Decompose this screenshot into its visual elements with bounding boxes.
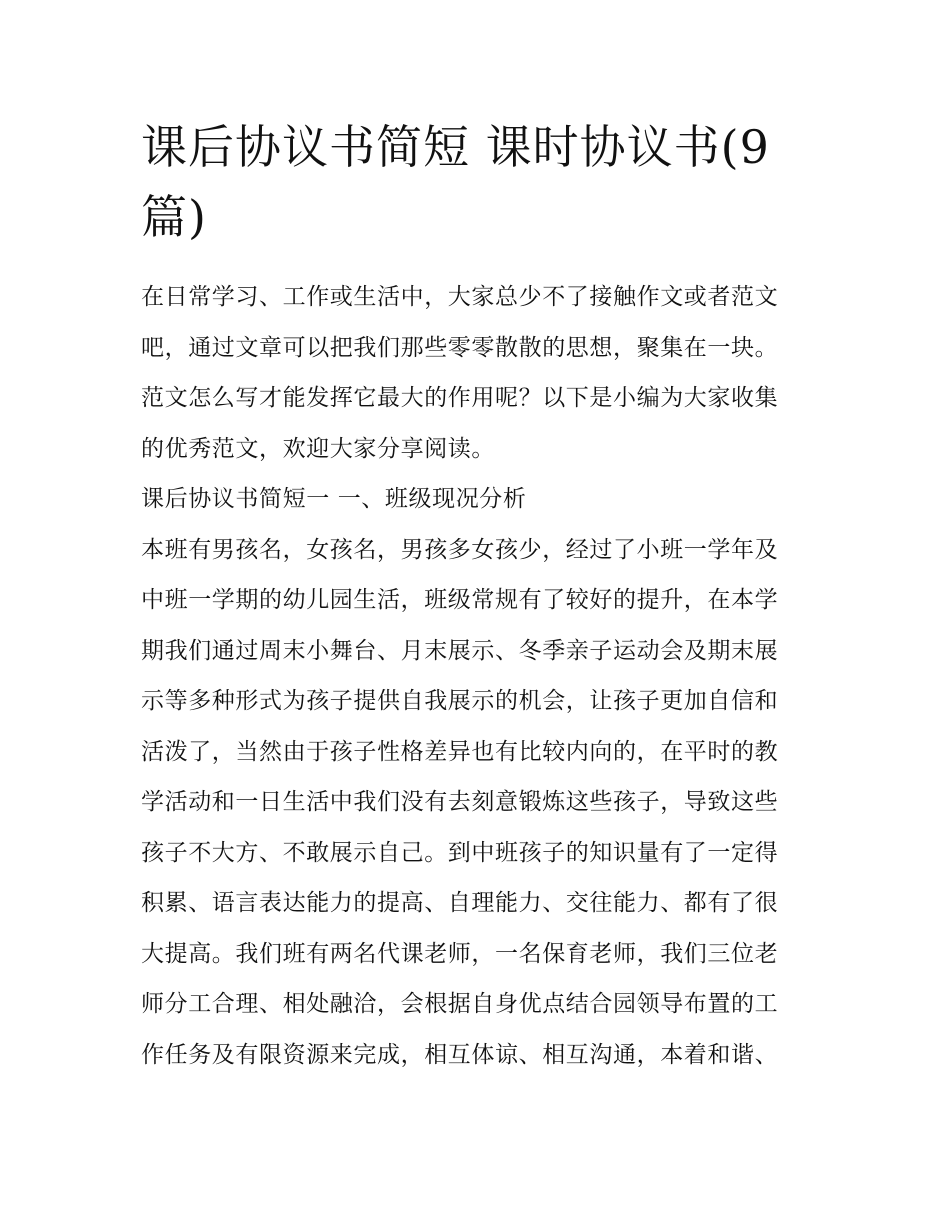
document-body	[141, 272, 813, 1080]
title-line: 篇)	[141, 190, 207, 244]
body-line: 积累、语言表达能力的提高、自理能力、交往能力、都有了很	[141, 890, 779, 916]
intro-line: 范文怎么写才能发挥它最大的作用呢？以下是小编为大家收集	[141, 385, 779, 411]
body-line: 本班有男孩名，女孩名，男孩多女孩少，经过了小班一学年及	[141, 536, 779, 563]
body-line: 大提高。我们班有两名代课老师，一名保育老师，我们三位老	[141, 940, 779, 967]
body-line: 活泼了，当然由于孩子性格差异也有比较内向的，在平时的教	[141, 738, 779, 765]
section-heading: 课后协议书简短一 一、班级现况分析	[141, 486, 527, 512]
document-title	[141, 112, 813, 252]
body-line: 期我们通过周末小舞台、月末展示、冬季亲子运动会及期末展	[141, 637, 779, 664]
intro-line: 吧，通过文章可以把我们那些零零散散的思想，聚集在一块。	[141, 334, 779, 361]
title-line: 课后协议书简短 课时协议书(9	[141, 120, 770, 174]
body-line: 学活动和一日生活中我们没有去刻意锻炼这些孩子，导致这些	[141, 789, 779, 815]
intro-line: 的优秀范文，欢迎大家分享阅读。	[141, 435, 495, 462]
document-content	[141, 112, 813, 1080]
body-line: 示等多种形式为孩子提供自我展示的机会，让孩子更加自信和	[141, 688, 779, 714]
body-line: 师分工合理、相处融洽，会根据自身优点结合园领导布置的工	[141, 991, 779, 1017]
body-line: 中班一学期的幼儿园生活，班级常规有了较好的提升，在本学	[141, 587, 779, 613]
body-line: 作任务及有限资源来完成，相互体谅、相互沟通，本着和谐、	[141, 1041, 779, 1068]
intro-line: 在日常学习、工作或生活中，大家总少不了接触作文或者范文	[141, 284, 779, 310]
body-line: 孩子不大方、不敢展示自己。到中班孩子的知识量有了一定得	[141, 839, 779, 866]
